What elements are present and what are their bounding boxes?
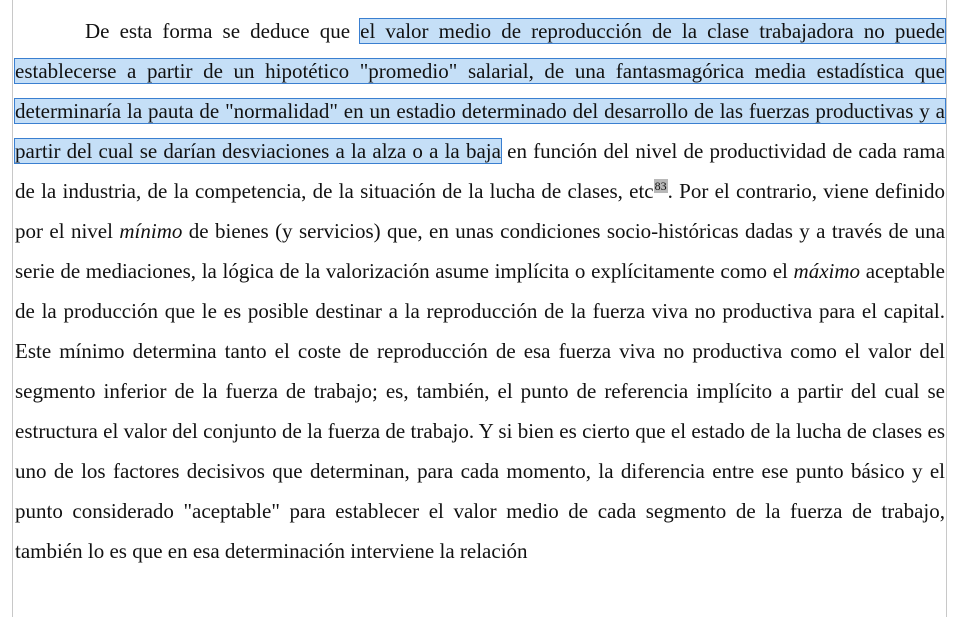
paragraph-continuation: en función del nivel de productividad de cada rama de la industria, de la competencia, de la situación de la lucha de clases, etc bbox=[15, 139, 946, 203]
emphasis-maximo: máximo bbox=[793, 259, 861, 283]
paragraph-intro: De esta forma se deduce que bbox=[85, 19, 361, 43]
body-paragraph[interactable] bbox=[15, 11, 945, 571]
paragraph-part-4: aceptable de la producción que le es posible destinar a la reproducción de la fuerza viva no productiva para el capital. Este mínimo determina tanto el coste de reproducción de esa fuerza viva no productiva como el valor del segmento inferior de la fuerza de trabajo; es, también, el punto de referencia implícito a partir del cual se estructura el valor del conjunto de la fuerza de trabajo. Y si bien es cierto que el estado de la lucha de clases es uno de los factores decisivos que determinan, para cada momento, la diferencia entre ese punto básico y el punto considerado "aceptable" para establecer el valor medio de cada segmento de la fuerza de trabajo, también lo es que en esa determinación interviene la relación bbox=[15, 259, 945, 563]
paragraph-part-2: . Por el contrario, viene definido por el nivel bbox=[15, 179, 946, 243]
paragraph-part-3: de bienes (y servicios) que, en unas condiciones socio-históricas dadas y a través de una serie de mediaciones, la lógica de la valorización asume implícita o explícitamente como el bbox=[15, 219, 946, 283]
footnote-reference[interactable]: 83 bbox=[654, 179, 667, 193]
right-text-boundary bbox=[946, 0, 947, 617]
emphasis-minimo: mínimo bbox=[119, 219, 183, 243]
selected-text[interactable]: el valor medio de reproducción de la clase trabajadora no puede establecerse a partir de un hipotético "promedio" salarial, de una fantasmagórica media estadística que determinaría la pauta de "normalidad" en un estadio determinado del desarrollo de las fuerzas productivas y a partir del cual se darían desviaciones a la alza o a la baja bbox=[15, 19, 945, 163]
left-text-boundary bbox=[12, 0, 13, 617]
